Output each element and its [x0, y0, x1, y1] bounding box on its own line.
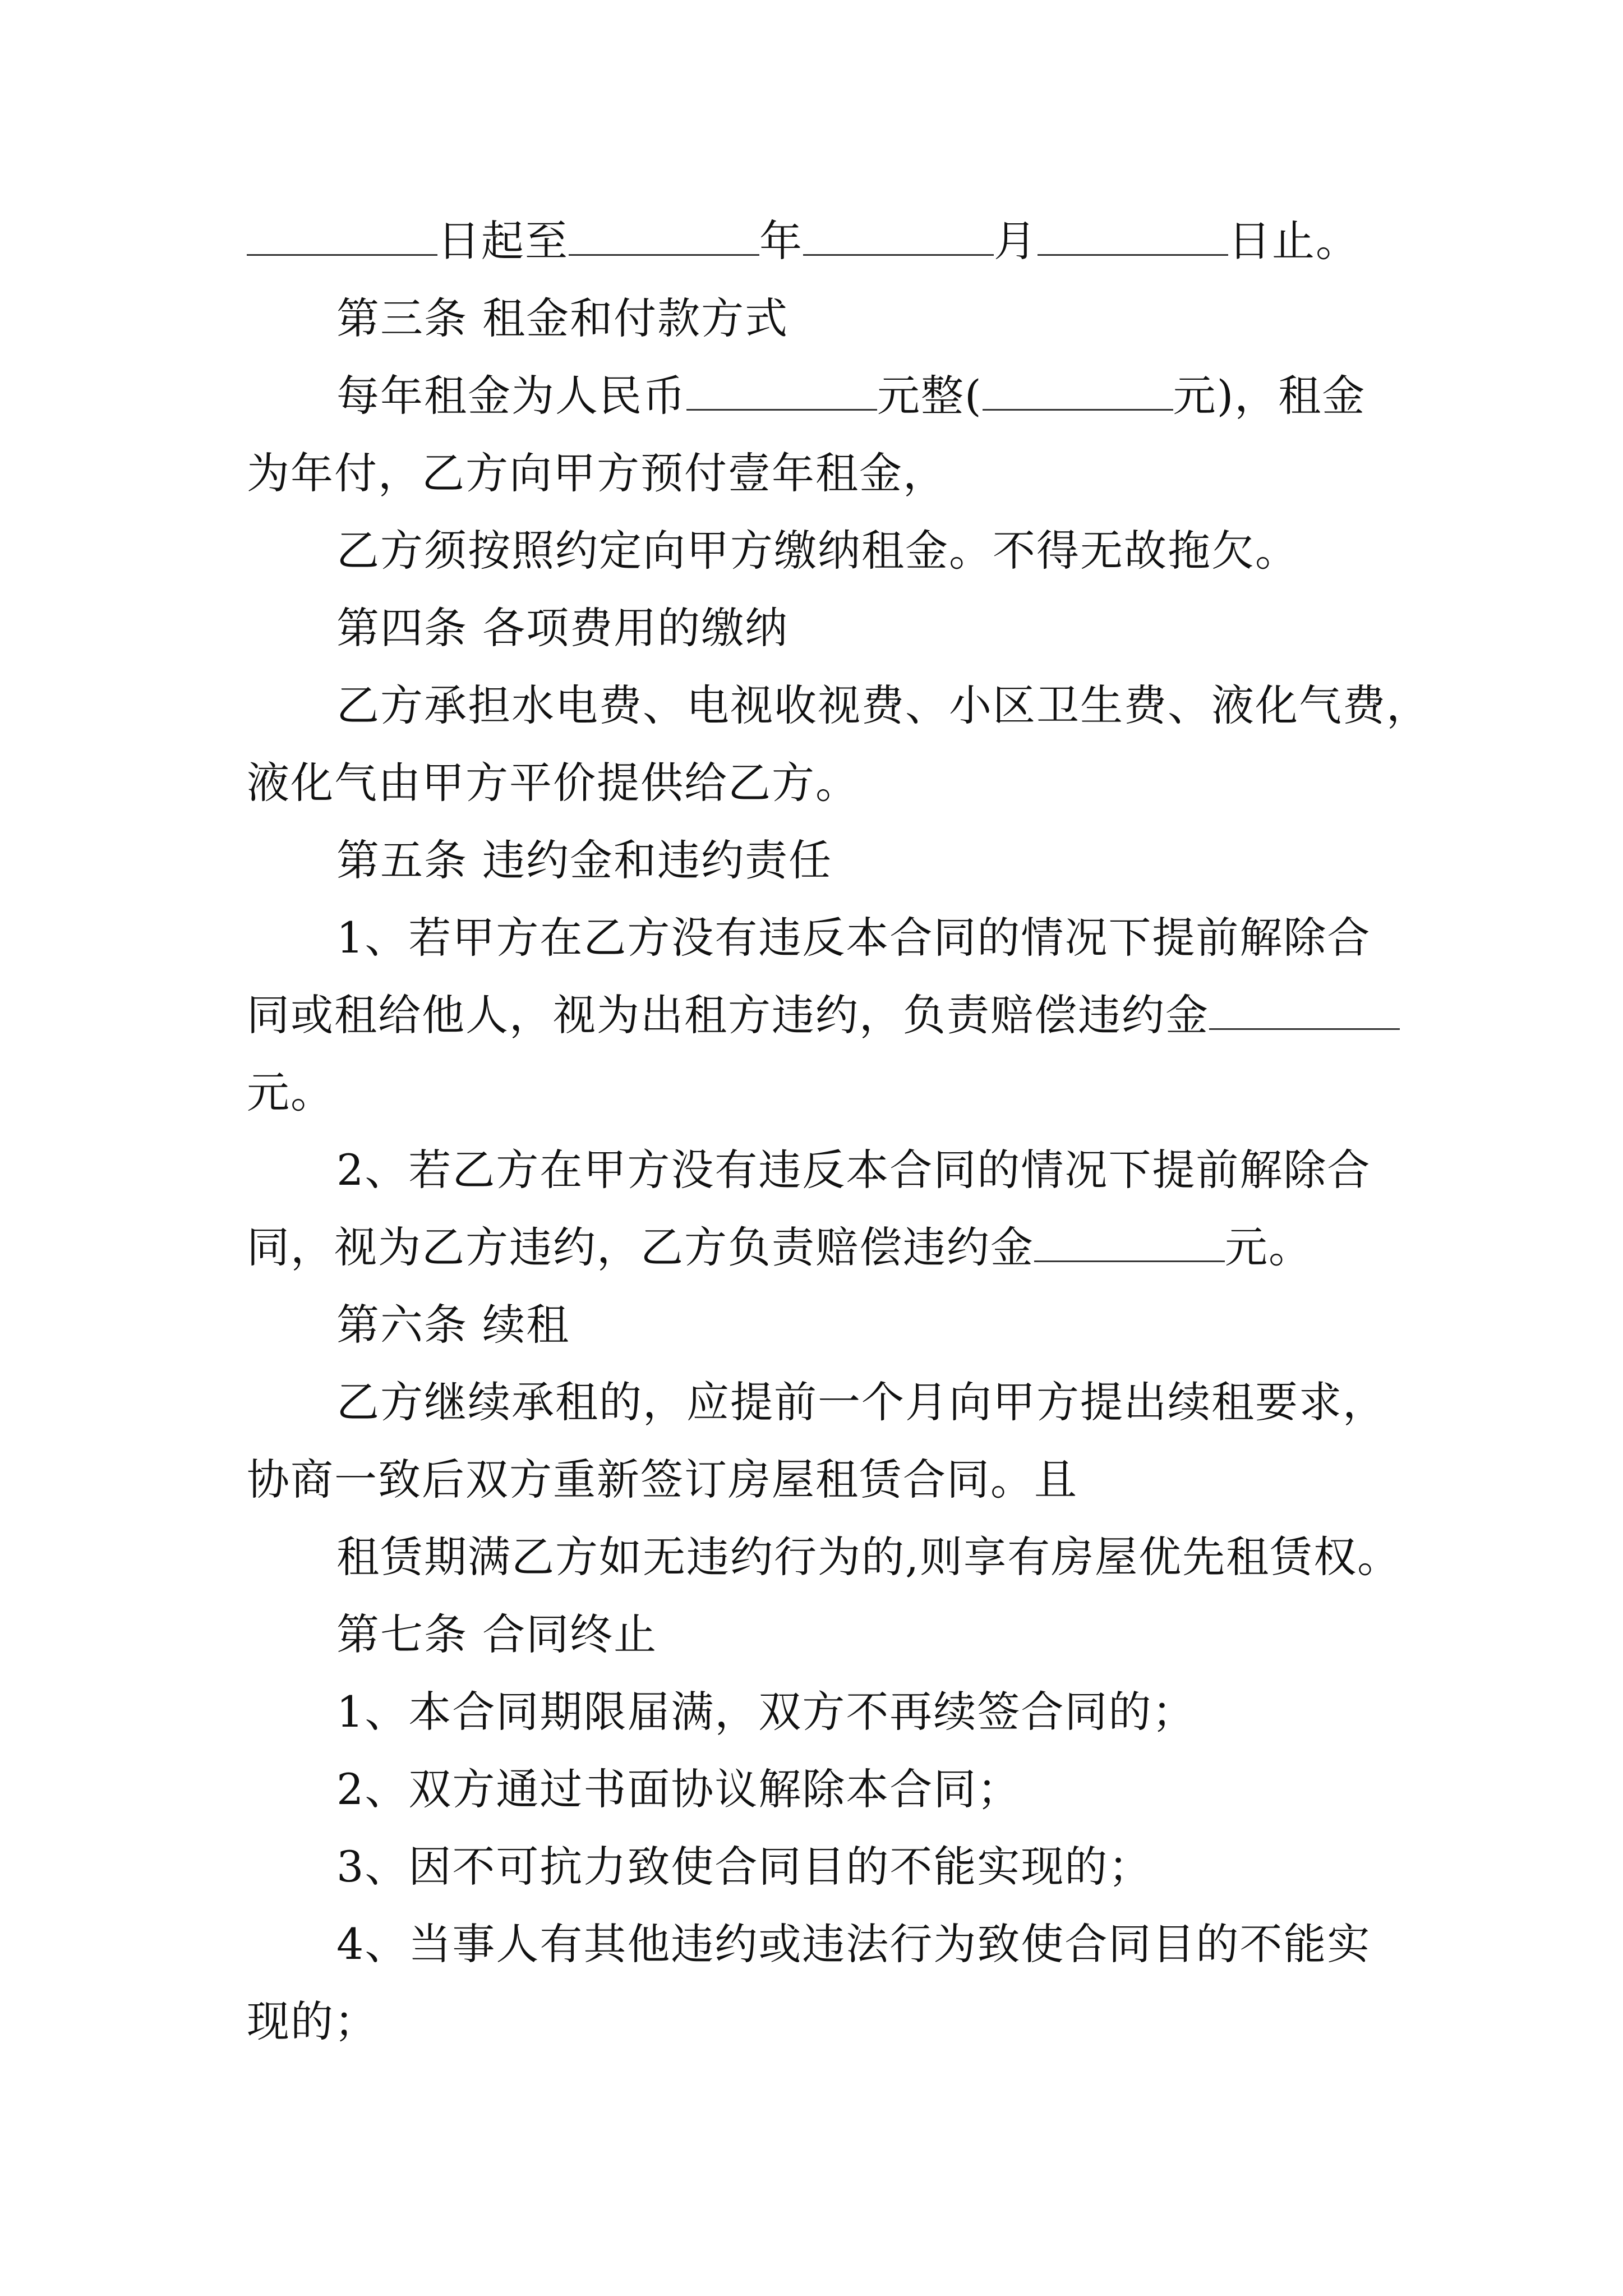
paragraph-line: 液化气由甲方平价提供给乙方。 [247, 758, 859, 808]
paragraph-line: 乙方须按照约定向甲方缴纳租金。不得无故拖欠。 [336, 526, 1299, 576]
text-segment: 元)，租金 [1173, 371, 1366, 421]
list-item: 2、双方通过书面协议解除本合同； [336, 1764, 1021, 1814]
paragraph-line: 现的； [247, 1996, 378, 2046]
penalty-lessee-line [247, 1217, 1391, 1278]
article-heading: 第六条 续租 [336, 1300, 570, 1350]
text-segment: 月 [994, 216, 1038, 266]
paragraph-line: 元。 [247, 1068, 334, 1117]
text-segment: 同，视为乙方违约，乙方负责赔偿违约金 [247, 1222, 1034, 1272]
fill-blank [1038, 219, 1228, 256]
article-heading: 第七条 合同终止 [336, 1609, 658, 1659]
list-item: 4、当事人有其他违约或违法行为致使合同目的不能实 [336, 1919, 1371, 1969]
text-segment: 日起至 [437, 216, 569, 266]
fill-blank [1034, 1226, 1225, 1262]
paragraph-line: 1、若甲方在乙方没有违反本合同的情况下提前解除合 [336, 913, 1371, 963]
fill-blank [247, 219, 437, 256]
fill-blank [803, 219, 994, 256]
paragraph-line: 2、若乙方在甲方没有违反本合同的情况下提前解除合 [336, 1145, 1371, 1195]
text-segment: 日止。 [1228, 216, 1359, 266]
list-item: 3、因不可抗力致使合同目的不能实现的； [336, 1842, 1152, 1892]
text-segment: 同或租给他人，视为出租方违约，负责赔偿违约金 [247, 990, 1209, 1040]
article-heading: 第四条 各项费用的缴纳 [336, 603, 789, 653]
paragraph-line: 乙方继续承租的，应提前一个月向甲方提出续租要求， [336, 1377, 1386, 1427]
rent-amount-line [336, 365, 1481, 427]
paragraph-line: 乙方承担水电费、电视收视费、小区卫生费、液化气费， [336, 680, 1430, 730]
fill-blank [686, 374, 877, 411]
text-segment: 年 [759, 216, 803, 266]
list-item: 1、本合同期限届满，双方不再续签合同的； [336, 1687, 1196, 1737]
text-segment: 每年租金为人民币 [336, 371, 686, 421]
text-segment: 元整( [877, 371, 983, 421]
article-heading: 第五条 违约金和违约责任 [336, 835, 833, 885]
text-segment: 元。 [1225, 1222, 1312, 1272]
fill-blank [569, 219, 759, 256]
fill-blank [1209, 993, 1400, 1030]
fill-blank [983, 374, 1173, 411]
paragraph-line: 为年付，乙方向甲方预付壹年租金， [247, 448, 947, 498]
article-heading: 第三条 租金和付款方式 [336, 293, 789, 343]
paragraph-line: 租赁期满乙方如无违约行为的,则享有房屋优先租赁权。 [336, 1532, 1401, 1582]
penalty-lessor-line [247, 984, 1391, 1046]
lease-period-end-line [247, 210, 1391, 272]
paragraph-line: 协商一致后双方重新签订房屋租赁合同。且 [247, 1455, 1078, 1504]
